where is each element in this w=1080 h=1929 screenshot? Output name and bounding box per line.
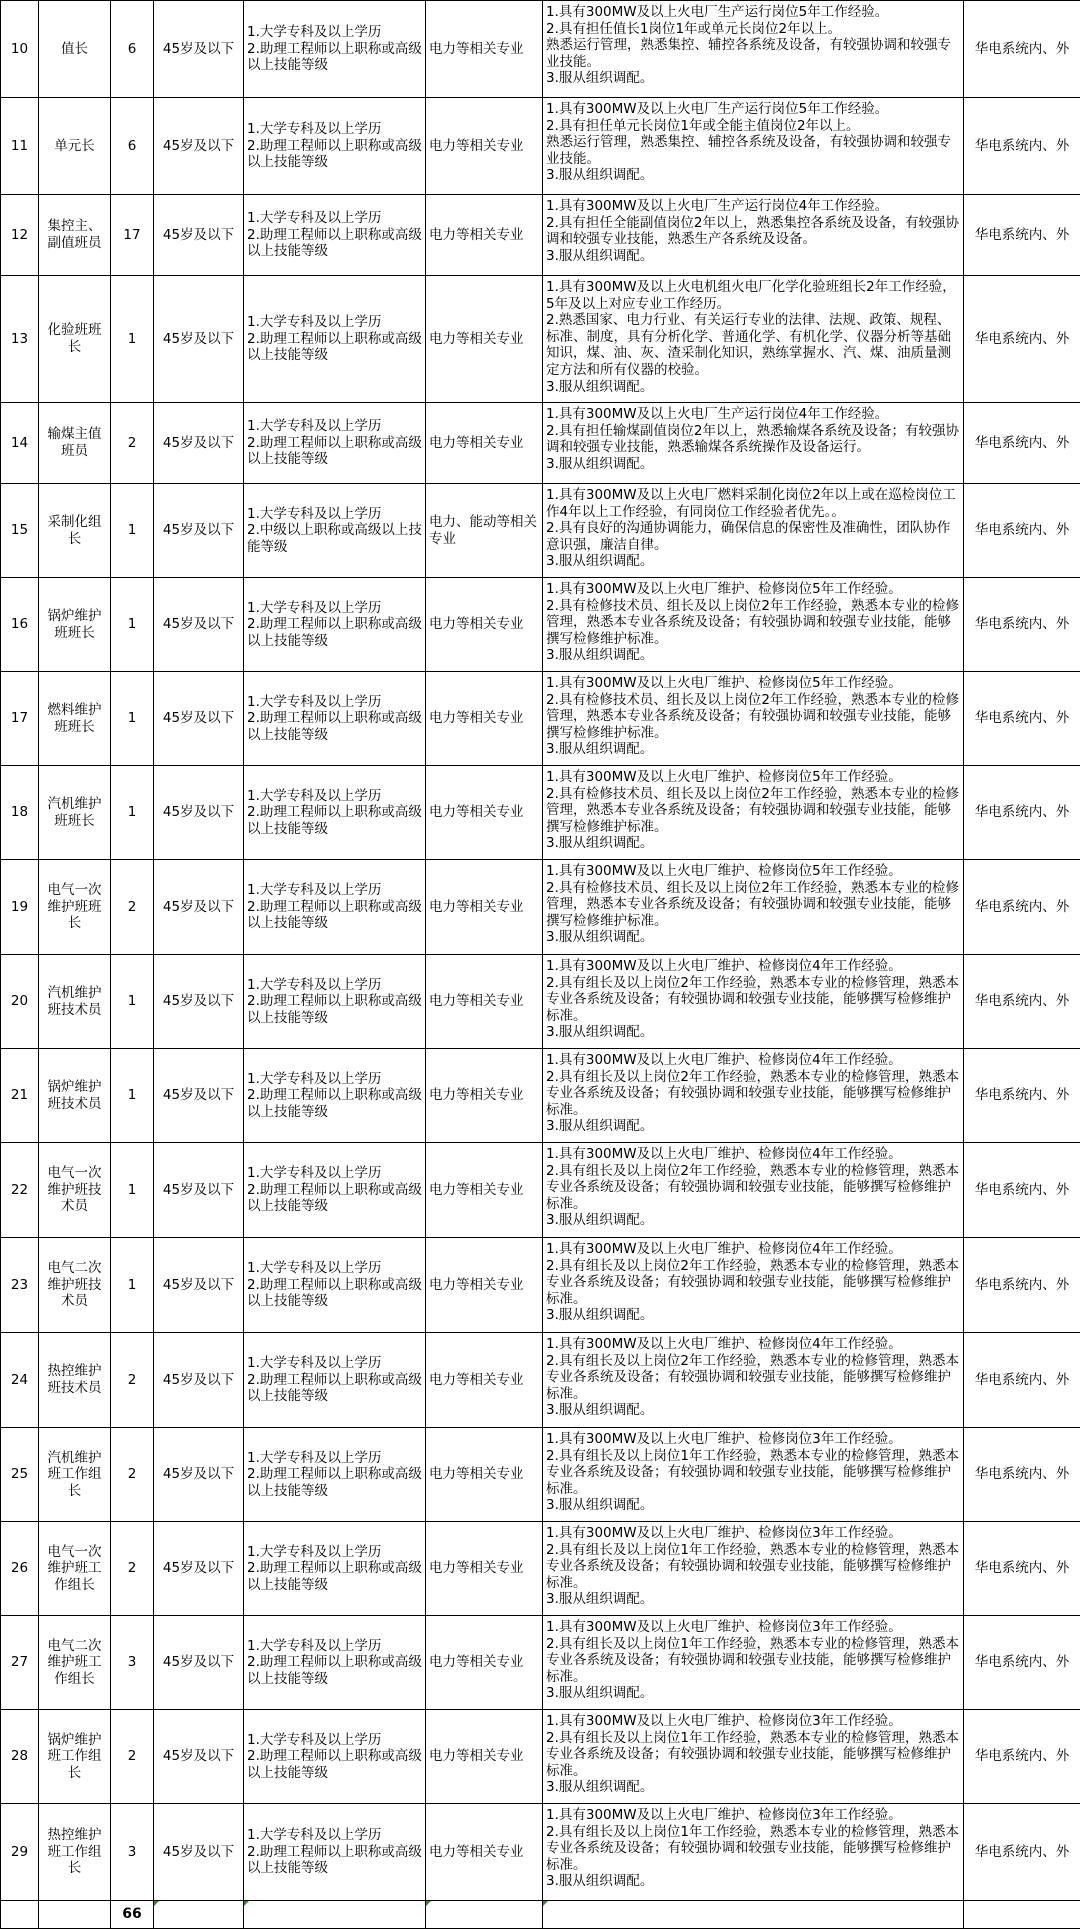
job-requirement <box>543 1804 964 1901</box>
major-requirement: 电力等相关专业 <box>426 1333 543 1428</box>
candidate-source: 华电系统内、外 <box>964 195 1080 276</box>
education-requirement-line: 1.大学专科及以上学历 <box>247 1450 422 1467</box>
position-title: 集控主、副值班员 <box>39 195 111 276</box>
education-requirement <box>244 195 426 276</box>
job-requirement <box>543 1616 964 1710</box>
job-requirement-line: 1.具有300MW及以上火电厂生产运行岗位5年工作经验。 <box>546 101 960 118</box>
job-requirement-line: 1.具有300MW及以上火电厂维护、检修岗位3年工作经验。 <box>546 1807 960 1824</box>
job-requirement-line: 2.具有组长及以上岗位1年工作经验，熟悉本专业的检修管理，熟悉本专业各系统及设备；有较强协调和较强专业技能，能够撰写检修维护标准。 <box>546 1448 960 1498</box>
education-requirement-line: 1.大学专科及以上学历 <box>247 788 422 805</box>
job-requirement-line: 1.具有300MW及以上火电厂生产运行岗位5年工作经验。 <box>546 4 960 21</box>
job-requirement-line: 2.具有担任输煤副值岗位2年以上，熟悉输煤各系统及设备；有较强协调和较强专业技能，熟悉输煤各系统操作及设备运行。 <box>546 423 960 456</box>
job-requirement-line: 1.具有300MW及以上火电厂维护、检修岗位5年工作经验。 <box>546 863 960 880</box>
headcount: 2 <box>111 860 154 955</box>
headcount: 3 <box>111 1804 154 1901</box>
job-requirement <box>543 195 964 276</box>
row-number: 22 <box>1 1143 39 1238</box>
table-body <box>1 1 1080 1929</box>
education-requirement-line: 1.大学专科及以上学历 <box>247 506 422 523</box>
job-requirement-line: 2.具有检修技术员、组长及以上岗位2年工作经验，熟悉本专业的检修管理，熟悉本专业各系统及设备；有较强协调和较强专业技能，能够撰写检修维护标准。 <box>546 692 960 742</box>
job-requirement-line: 熟悉运行管理，熟悉集控、辅控各系统及设备，有较强协调和较强专业技能。 <box>546 37 960 70</box>
headcount: 1 <box>111 484 154 578</box>
candidate-source: 华电系统内、外 <box>964 766 1080 860</box>
job-requirement-line: 2.具有检修技术员、组长及以上岗位2年工作经验，熟悉本专业的检修管理，熟悉本专业各系统及设备；有较强协调和较强专业技能，能够撰写检修维护标准。 <box>546 786 960 836</box>
job-requirement-line: 3.服从组织调配。 <box>546 70 960 87</box>
position-title: 值长 <box>39 1 111 98</box>
table-row <box>1 403 1080 484</box>
age-requirement: 45岁及以下 <box>154 1238 244 1333</box>
table-row <box>1 672 1080 766</box>
major-requirement: 电力等相关专业 <box>426 1428 543 1522</box>
total-blank-2 <box>39 1901 111 1929</box>
candidate-source: 华电系统内、外 <box>964 1238 1080 1333</box>
job-requirement-line: 2.具有担任值长1岗位1年或单元长岗位2年以上。 <box>546 21 960 38</box>
table-row <box>1 1710 1080 1804</box>
age-requirement: 45岁及以下 <box>154 1 244 98</box>
row-number: 27 <box>1 1616 39 1710</box>
age-requirement: 45岁及以下 <box>154 1428 244 1522</box>
age-requirement: 45岁及以下 <box>154 1522 244 1616</box>
education-requirement-line: 2.中级以上职称或高级以上技能等级 <box>247 522 422 555</box>
education-requirement-line: 1.大学专科及以上学历 <box>247 418 422 435</box>
position-title: 电气二次维护班工作组长 <box>39 1616 111 1710</box>
position-title: 单元长 <box>39 98 111 195</box>
headcount: 2 <box>111 403 154 484</box>
education-requirement <box>244 1049 426 1143</box>
position-title: 电气一次维护班工作组长 <box>39 1522 111 1616</box>
table-row <box>1 1522 1080 1616</box>
table-row <box>1 98 1080 195</box>
education-requirement-line: 1.大学专科及以上学历 <box>247 1071 422 1088</box>
position-title: 锅炉维护班工作组长 <box>39 1710 111 1804</box>
candidate-source: 华电系统内、外 <box>964 1616 1080 1710</box>
position-title: 汽机维护班班长 <box>39 766 111 860</box>
position-title: 锅炉维护班班长 <box>39 578 111 672</box>
age-requirement: 45岁及以下 <box>154 276 244 403</box>
job-requirement-line: 2.具有组长及以上岗位1年工作经验，熟悉本专业的检修管理，熟悉本专业各系统及设备；有较强协调和较强专业技能，能够撰写检修维护标准。 <box>546 1542 960 1592</box>
job-requirement-line: 3.服从组织调配。 <box>546 1118 960 1135</box>
job-requirement <box>543 484 964 578</box>
age-requirement: 45岁及以下 <box>154 860 244 955</box>
major-requirement: 电力等相关专业 <box>426 766 543 860</box>
job-requirement-line: 1.具有300MW及以上火电厂维护、检修岗位3年工作经验。 <box>546 1713 960 1730</box>
major-requirement: 电力等相关专业 <box>426 276 543 403</box>
row-number: 23 <box>1 1238 39 1333</box>
position-title: 热控维护班技术员 <box>39 1333 111 1428</box>
position-title: 化验班班长 <box>39 276 111 403</box>
candidate-source: 华电系统内、外 <box>964 1428 1080 1522</box>
job-requirement-line: 3.服从组织调配。 <box>546 167 960 184</box>
education-requirement <box>244 955 426 1049</box>
job-requirement-line: 3.服从组织调配。 <box>546 1212 960 1229</box>
job-requirement-line: 3.服从组织调配。 <box>546 835 960 852</box>
total-blank-6 <box>543 1901 964 1929</box>
position-title: 电气二次维护班技术员 <box>39 1238 111 1333</box>
age-requirement: 45岁及以下 <box>154 1710 244 1804</box>
age-requirement: 45岁及以下 <box>154 1143 244 1238</box>
row-number: 28 <box>1 1710 39 1804</box>
table-row <box>1 1616 1080 1710</box>
table-row <box>1 578 1080 672</box>
job-requirement-line: 1.具有300MW及以上火电机组火电厂化学化验班组长2年工作经验，5年及以上对应专业工作经历。 <box>546 279 960 312</box>
major-requirement: 电力等相关专业 <box>426 403 543 484</box>
education-requirement-line: 2.助理工程师以上职称或高级以上技能等级 <box>247 899 422 932</box>
job-requirement-line: 1.具有300MW及以上火电厂生产运行岗位4年工作经验。 <box>546 406 960 423</box>
education-requirement-line: 1.大学专科及以上学历 <box>247 694 422 711</box>
table-row <box>1 1804 1080 1901</box>
job-requirement-line: 1.具有300MW及以上火电厂维护、检修岗位4年工作经验。 <box>546 1052 960 1069</box>
major-requirement: 电力等相关专业 <box>426 1616 543 1710</box>
major-requirement: 电力等相关专业 <box>426 1143 543 1238</box>
position-title: 输煤主值班员 <box>39 403 111 484</box>
total-blank-4 <box>244 1901 426 1929</box>
education-requirement-line: 2.助理工程师以上职称或高级以上技能等级 <box>247 1654 422 1687</box>
candidate-source: 华电系统内、外 <box>964 1333 1080 1428</box>
major-requirement: 电力等相关专业 <box>426 860 543 955</box>
headcount: 1 <box>111 955 154 1049</box>
job-requirement <box>543 1522 964 1616</box>
education-requirement-line: 1.大学专科及以上学历 <box>247 1260 422 1277</box>
job-requirement-line: 3.服从组织调配。 <box>546 741 960 758</box>
job-requirement-line: 1.具有300MW及以上火电厂维护、检修岗位5年工作经验。 <box>546 769 960 786</box>
total-count: 66 <box>111 1901 154 1929</box>
education-requirement-line: 2.助理工程师以上职称或高级以上技能等级 <box>247 1466 422 1499</box>
education-requirement-line: 2.助理工程师以上职称或高级以上技能等级 <box>247 1748 422 1781</box>
headcount: 3 <box>111 1616 154 1710</box>
education-requirement <box>244 1333 426 1428</box>
headcount: 1 <box>111 672 154 766</box>
job-requirement-line: 3.服从组织调配。 <box>546 1024 960 1041</box>
major-requirement: 电力等相关专业 <box>426 1238 543 1333</box>
job-requirement-line: 3.服从组织调配。 <box>546 1497 960 1514</box>
job-requirement-line: 2.具有组长及以上岗位2年工作经验，熟悉本专业的检修管理，熟悉本专业各系统及设备；有较强协调和较强专业技能，能够撰写检修维护标准。 <box>546 975 960 1025</box>
major-requirement: 电力等相关专业 <box>426 1 543 98</box>
job-requirement-line: 2.具有组长及以上岗位1年工作经验，熟悉本专业的检修管理，熟悉本专业各系统及设备；有较强协调和较强专业技能，能够撰写检修维护标准。 <box>546 1636 960 1686</box>
candidate-source: 华电系统内、外 <box>964 1 1080 98</box>
job-requirement <box>543 403 964 484</box>
candidate-source: 华电系统内、外 <box>964 1804 1080 1901</box>
education-requirement-line: 2.助理工程师以上职称或高级以上技能等级 <box>247 993 422 1026</box>
major-requirement: 电力等相关专业 <box>426 955 543 1049</box>
headcount: 1 <box>111 578 154 672</box>
job-requirement-line: 2.具有组长及以上岗位2年工作经验，熟悉本专业的检修管理，熟悉本专业各系统及设备；有较强协调和较强专业技能，能够撰写检修维护标准。 <box>546 1163 960 1213</box>
table-row <box>1 195 1080 276</box>
job-requirement-line: 2.具有检修技术员、组长及以上岗位2年工作经验，熟悉本专业的检修管理，熟悉本专业各系统及设备；有较强协调和较强专业技能，能够撰写检修维护标准。 <box>546 598 960 648</box>
total-blank-7 <box>964 1901 1080 1929</box>
education-requirement-line: 1.大学专科及以上学历 <box>247 1544 422 1561</box>
job-requirement-line: 1.具有300MW及以上火电厂生产运行岗位4年工作经验。 <box>546 198 960 215</box>
major-requirement: 电力、能动等相关专业 <box>426 484 543 578</box>
candidate-source: 华电系统内、外 <box>964 955 1080 1049</box>
job-requirement-line: 3.服从组织调配。 <box>546 1402 960 1419</box>
row-number: 29 <box>1 1804 39 1901</box>
row-number: 14 <box>1 403 39 484</box>
row-number: 10 <box>1 1 39 98</box>
job-requirement-line: 3.服从组织调配。 <box>546 1873 960 1890</box>
job-requirement <box>543 672 964 766</box>
headcount: 1 <box>111 766 154 860</box>
candidate-source: 华电系统内、外 <box>964 860 1080 955</box>
row-number: 17 <box>1 672 39 766</box>
job-requirement-line: 1.具有300MW及以上火电厂维护、检修岗位4年工作经验。 <box>546 1241 960 1258</box>
education-requirement-line: 1.大学专科及以上学历 <box>247 882 422 899</box>
row-number: 13 <box>1 276 39 403</box>
job-requirement <box>543 766 964 860</box>
age-requirement: 45岁及以下 <box>154 1804 244 1901</box>
candidate-source: 华电系统内、外 <box>964 672 1080 766</box>
job-requirement-line: 2.具有良好的沟通协调能力，确保信息的保密性及准确性，团队协作意识强，廉洁自律。 <box>546 520 960 553</box>
job-requirement-line: 熟悉运行管理，熟悉集控、辅控各系统及设备，有较强协调和较强专业技能。 <box>546 134 960 167</box>
education-requirement <box>244 484 426 578</box>
table-row <box>1 766 1080 860</box>
education-requirement <box>244 1710 426 1804</box>
education-requirement <box>244 860 426 955</box>
job-requirement <box>543 1143 964 1238</box>
position-title: 电气一次维护班技术员 <box>39 1143 111 1238</box>
headcount: 6 <box>111 1 154 98</box>
total-blank-1 <box>1 1901 39 1929</box>
job-requirement-line: 3.服从组织调配。 <box>546 248 960 265</box>
row-number: 11 <box>1 98 39 195</box>
table-row <box>1 1143 1080 1238</box>
job-requirement-line: 1.具有300MW及以上火电厂维护、检修岗位4年工作经验。 <box>546 1336 960 1353</box>
position-title: 采制化组长 <box>39 484 111 578</box>
headcount: 2 <box>111 1428 154 1522</box>
job-requirement-line: 2.具有组长及以上岗位2年工作经验，熟悉本专业的检修管理，熟悉本专业各系统及设备；有较强协调和较强专业技能，能够撰写检修维护标准。 <box>546 1069 960 1119</box>
candidate-source: 华电系统内、外 <box>964 1143 1080 1238</box>
job-requirement-line: 1.具有300MW及以上火电厂维护、检修岗位3年工作经验。 <box>546 1619 960 1636</box>
job-requirement-line: 2.具有组长及以上岗位1年工作经验，熟悉本专业的检修管理，熟悉本专业各系统及设备；有较强协调和较强专业技能，能够撰写检修维护标准。 <box>546 1730 960 1780</box>
education-requirement-line: 1.大学专科及以上学历 <box>247 121 422 138</box>
education-requirement-line: 2.助理工程师以上职称或高级以上技能等级 <box>247 1182 422 1215</box>
total-row <box>1 1901 1080 1929</box>
major-requirement: 电力等相关专业 <box>426 1710 543 1804</box>
position-title: 锅炉维护班技术员 <box>39 1049 111 1143</box>
job-requirement-line: 3.服从组织调配。 <box>546 929 960 946</box>
education-requirement-line: 1.大学专科及以上学历 <box>247 1355 422 1372</box>
job-requirement-line: 2.具有担任全能副值岗位2年以上，熟悉集控各系统及设备，有较强协调和较强专业技能，熟悉生产各系统及设备。 <box>546 215 960 248</box>
education-requirement-line: 2.助理工程师以上职称或高级以上技能等级 <box>247 1844 422 1877</box>
education-requirement-line: 1.大学专科及以上学历 <box>247 600 422 617</box>
education-requirement <box>244 1616 426 1710</box>
major-requirement: 电力等相关专业 <box>426 195 543 276</box>
age-requirement: 45岁及以下 <box>154 1616 244 1710</box>
job-requirement-line: 2.具有组长及以上岗位2年工作经验，熟悉本专业的检修管理，熟悉本专业各系统及设备；有较强协调和较强专业技能，能够撰写检修维护标准。 <box>546 1353 960 1403</box>
age-requirement: 45岁及以下 <box>154 98 244 195</box>
job-requirement-line: 3.服从组织调配。 <box>546 1307 960 1324</box>
table-row <box>1 1049 1080 1143</box>
job-requirement-line: 2.具有担任单元长岗位1年或全能主值岗位2年以上。 <box>546 118 960 135</box>
education-requirement <box>244 1428 426 1522</box>
table-row <box>1 1 1080 98</box>
row-number: 15 <box>1 484 39 578</box>
major-requirement: 电力等相关专业 <box>426 1049 543 1143</box>
major-requirement: 电力等相关专业 <box>426 1804 543 1901</box>
job-requirement <box>543 955 964 1049</box>
total-blank-3 <box>154 1901 244 1929</box>
table-row <box>1 484 1080 578</box>
headcount: 6 <box>111 98 154 195</box>
education-requirement-line: 1.大学专科及以上学历 <box>247 1638 422 1655</box>
education-requirement-line: 2.助理工程师以上职称或高级以上技能等级 <box>247 227 422 260</box>
position-title: 热控维护班工作组长 <box>39 1804 111 1901</box>
job-requirement <box>543 1333 964 1428</box>
job-requirement <box>543 578 964 672</box>
education-requirement-line: 2.助理工程师以上职称或高级以上技能等级 <box>247 1277 422 1310</box>
education-requirement-line: 1.大学专科及以上学历 <box>247 24 422 41</box>
major-requirement: 电力等相关专业 <box>426 1522 543 1616</box>
candidate-source: 华电系统内、外 <box>964 403 1080 484</box>
candidate-source: 华电系统内、外 <box>964 276 1080 403</box>
job-requirement-line: 2.具有组长及以上岗位2年工作经验，熟悉本专业的检修管理，熟悉本专业各系统及设备；有较强协调和较强专业技能，能够撰写检修维护标准。 <box>546 1258 960 1308</box>
age-requirement: 45岁及以下 <box>154 766 244 860</box>
major-requirement: 电力等相关专业 <box>426 672 543 766</box>
education-requirement-line: 2.助理工程师以上职称或高级以上技能等级 <box>247 138 422 171</box>
table-row <box>1 1428 1080 1522</box>
job-requirement <box>543 1049 964 1143</box>
table-row <box>1 1333 1080 1428</box>
job-requirement-line: 1.具有300MW及以上火电厂维护、检修岗位3年工作经验。 <box>546 1431 960 1448</box>
education-requirement-line: 2.助理工程师以上职称或高级以上技能等级 <box>247 1372 422 1405</box>
headcount: 1 <box>111 1143 154 1238</box>
education-requirement-line: 2.助理工程师以上职称或高级以上技能等级 <box>247 710 422 743</box>
row-number: 18 <box>1 766 39 860</box>
job-requirement-line: 3.服从组织调配。 <box>546 456 960 473</box>
row-number: 25 <box>1 1428 39 1522</box>
row-number: 16 <box>1 578 39 672</box>
candidate-source: 华电系统内、外 <box>964 578 1080 672</box>
position-title: 汽机维护班工作组长 <box>39 1428 111 1522</box>
age-requirement: 45岁及以下 <box>154 484 244 578</box>
education-requirement <box>244 1522 426 1616</box>
age-requirement: 45岁及以下 <box>154 195 244 276</box>
headcount: 1 <box>111 276 154 403</box>
education-requirement <box>244 1143 426 1238</box>
education-requirement <box>244 1804 426 1901</box>
job-requirement <box>543 860 964 955</box>
candidate-source: 华电系统内、外 <box>964 1522 1080 1616</box>
education-requirement-line: 2.助理工程师以上职称或高级以上技能等级 <box>247 41 422 74</box>
age-requirement: 45岁及以下 <box>154 578 244 672</box>
education-requirement-line: 2.助理工程师以上职称或高级以上技能等级 <box>247 1087 422 1120</box>
row-number: 19 <box>1 860 39 955</box>
candidate-source: 华电系统内、外 <box>964 98 1080 195</box>
job-requirement-line: 1.具有300MW及以上火电厂维护、检修岗位4年工作经验。 <box>546 958 960 975</box>
job-requirement-line: 3.服从组织调配。 <box>546 1685 960 1702</box>
candidate-source: 华电系统内、外 <box>964 1710 1080 1804</box>
education-requirement <box>244 578 426 672</box>
education-requirement-line: 1.大学专科及以上学历 <box>247 1827 422 1844</box>
total-blank-5 <box>426 1901 543 1929</box>
row-number: 21 <box>1 1049 39 1143</box>
job-requirement-line: 1.具有300MW及以上火电厂维护、检修岗位3年工作经验。 <box>546 1525 960 1542</box>
row-number: 20 <box>1 955 39 1049</box>
job-requirement-line: 3.服从组织调配。 <box>546 1779 960 1796</box>
job-requirement <box>543 1710 964 1804</box>
education-requirement-line: 1.大学专科及以上学历 <box>247 314 422 331</box>
job-requirement-line: 3.服从组织调配。 <box>546 379 960 396</box>
job-requirement-line: 2.熟悉国家、电力行业、有关运行专业的法律、法规、政策、规程、标准、制度，具有分析化学、普通化学、有机化学、仪器分析等基础知识，煤、油、灰、渣采制化知识，熟练掌握水、汽、煤、油质量测定方法和所有仪器的校验。 <box>546 312 960 378</box>
age-requirement: 45岁及以下 <box>154 1049 244 1143</box>
job-requirement-line: 1.具有300MW及以上火电厂维护、检修岗位5年工作经验。 <box>546 675 960 692</box>
table-row <box>1 860 1080 955</box>
education-requirement <box>244 98 426 195</box>
age-requirement: 45岁及以下 <box>154 1333 244 1428</box>
major-requirement: 电力等相关专业 <box>426 578 543 672</box>
job-requirement <box>543 1 964 98</box>
job-requirement <box>543 276 964 403</box>
education-requirement <box>244 672 426 766</box>
position-title: 电气一次维护班班长 <box>39 860 111 955</box>
row-number: 26 <box>1 1522 39 1616</box>
job-requirement-line: 2.具有检修技术员、组长及以上岗位2年工作经验，熟悉本专业的检修管理，熟悉本专业各系统及设备；有较强协调和较强专业技能，能够撰写检修维护标准。 <box>546 880 960 930</box>
row-number: 24 <box>1 1333 39 1428</box>
education-requirement-line: 1.大学专科及以上学历 <box>247 1165 422 1182</box>
education-requirement <box>244 276 426 403</box>
job-requirement-line: 3.服从组织调配。 <box>546 1591 960 1608</box>
age-requirement: 45岁及以下 <box>154 403 244 484</box>
table-row <box>1 955 1080 1049</box>
table-row <box>1 276 1080 403</box>
age-requirement: 45岁及以下 <box>154 672 244 766</box>
education-requirement <box>244 766 426 860</box>
major-requirement: 电力等相关专业 <box>426 98 543 195</box>
education-requirement-line: 2.助理工程师以上职称或高级以上技能等级 <box>247 435 422 468</box>
job-requirement-line: 3.服从组织调配。 <box>546 647 960 664</box>
education-requirement-line: 2.助理工程师以上职称或高级以上技能等级 <box>247 331 422 364</box>
position-title: 汽机维护班技术员 <box>39 955 111 1049</box>
headcount: 2 <box>111 1522 154 1616</box>
job-requirement-line: 2.具有组长及以上岗位1年工作经验，熟悉本专业的检修管理，熟悉本专业各系统及设备；有较强协调和较强专业技能，能够撰写检修维护标准。 <box>546 1824 960 1874</box>
headcount: 1 <box>111 1238 154 1333</box>
row-number: 12 <box>1 195 39 276</box>
headcount: 1 <box>111 1049 154 1143</box>
education-requirement-line: 2.助理工程师以上职称或高级以上技能等级 <box>247 1560 422 1593</box>
headcount: 2 <box>111 1333 154 1428</box>
education-requirement-line: 2.助理工程师以上职称或高级以上技能等级 <box>247 804 422 837</box>
education-requirement <box>244 1238 426 1333</box>
job-requirement <box>543 98 964 195</box>
job-requirement-line: 1.具有300MW及以上火电厂维护、检修岗位5年工作经验。 <box>546 581 960 598</box>
education-requirement-line: 1.大学专科及以上学历 <box>247 210 422 227</box>
job-requirement-line: 3.服从组织调配。 <box>546 553 960 570</box>
job-requirement-line: 1.具有300MW及以上火电厂燃料采制化岗位2年以上或在巡检岗位工作4年以上工作经验，有同岗位工作经验者优先。。 <box>546 487 960 520</box>
job-requirement <box>543 1238 964 1333</box>
table-row <box>1 1238 1080 1333</box>
education-requirement-line: 1.大学专科及以上学历 <box>247 1732 422 1749</box>
candidate-source: 华电系统内、外 <box>964 1049 1080 1143</box>
education-requirement <box>244 403 426 484</box>
headcount: 2 <box>111 1710 154 1804</box>
job-requirement-line: 1.具有300MW及以上火电厂维护、检修岗位4年工作经验。 <box>546 1146 960 1163</box>
position-title: 燃料维护班班长 <box>39 672 111 766</box>
job-requirement <box>543 1428 964 1522</box>
education-requirement-line: 2.助理工程师以上职称或高级以上技能等级 <box>247 616 422 649</box>
education-requirement-line: 1.大学专科及以上学历 <box>247 977 422 994</box>
headcount: 17 <box>111 195 154 276</box>
candidate-source: 华电系统内、外 <box>964 484 1080 578</box>
education-requirement <box>244 1 426 98</box>
age-requirement: 45岁及以下 <box>154 955 244 1049</box>
